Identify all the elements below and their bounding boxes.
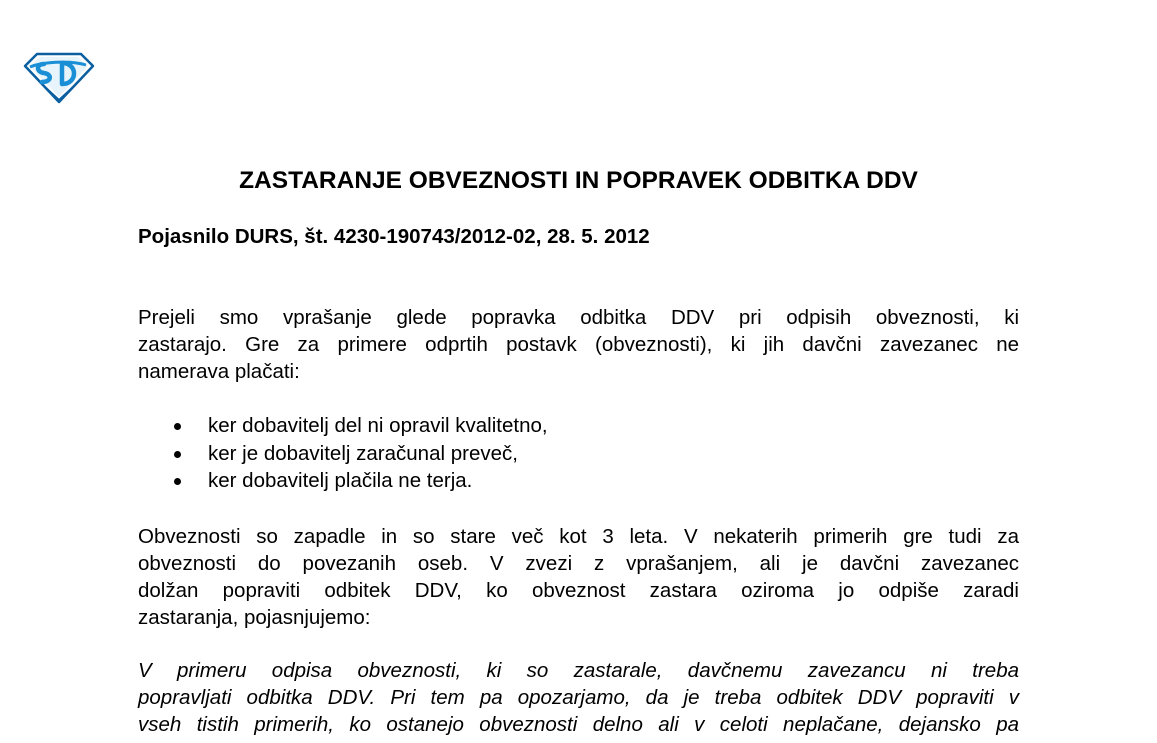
- bullet-icon: [174, 451, 181, 458]
- list-item-text: ker je dobavitelj zaračunal preveč,: [208, 441, 518, 465]
- intro-line: namerava plačati:: [138, 360, 300, 383]
- company-logo: [22, 50, 96, 104]
- body-line: dolžan popraviti odbitek DDV, ko obveznost zastara oziroma jo odpiše zaradi: [138, 579, 1019, 602]
- bullet-icon: [174, 423, 181, 430]
- list-item-text: ker dobavitelj plačila ne terja.: [208, 469, 473, 492]
- list-item: [138, 440, 548, 468]
- italic-line: vseh tistih primerih, ko ostanejo obveznosti delno ali v celoti neplačane, dejansko pa: [138, 713, 1019, 736]
- list-item: [138, 467, 548, 495]
- body-paragraph: [138, 523, 1019, 631]
- body-line: zastaranja, pojasnjujemo:: [138, 606, 371, 629]
- intro-line: Prejeli smo vprašanje glede popravka odbitka DDV pri odpisih obveznosti, ki: [138, 306, 1019, 329]
- italic-line: popravljati odbitka DDV. Pri tem pa opozarjamo, da je treba odbitek DDV popraviti v: [138, 686, 1019, 709]
- reasons-list: [138, 412, 548, 495]
- document-subtitle: Pojasnilo DURS, št. 4230-190743/2012-02, 28. 5. 2012: [138, 225, 650, 248]
- italic-paragraph: [138, 657, 1019, 738]
- body-line: obveznosti do povezanih oseb. V zvezi z vprašanjem, ali je davčni zavezanec: [138, 552, 1019, 575]
- italic-line: V primeru odpisa obveznosti, ki so zastarale, davčnemu zavezancu ni treba: [138, 659, 1019, 682]
- intro-paragraph: [138, 304, 1019, 385]
- document-title: ZASTARANJE OBVEZNOSTI IN POPRAVEK ODBITKA DDV: [239, 167, 918, 194]
- bullet-icon: [174, 478, 181, 485]
- intro-line: zastarajo. Gre za primere odprtih postavk (obveznosti), ki jih davčni zavezanec ne: [138, 333, 1019, 356]
- body-line: Obveznosti so zapadle in so stare več kot 3 leta. V nekaterih primerih gre tudi za: [138, 525, 1019, 548]
- list-item: [138, 412, 548, 440]
- list-item-text: ker dobavitelj del ni opravil kvalitetno,: [208, 414, 548, 437]
- sd-shield-logo-icon: [22, 50, 96, 104]
